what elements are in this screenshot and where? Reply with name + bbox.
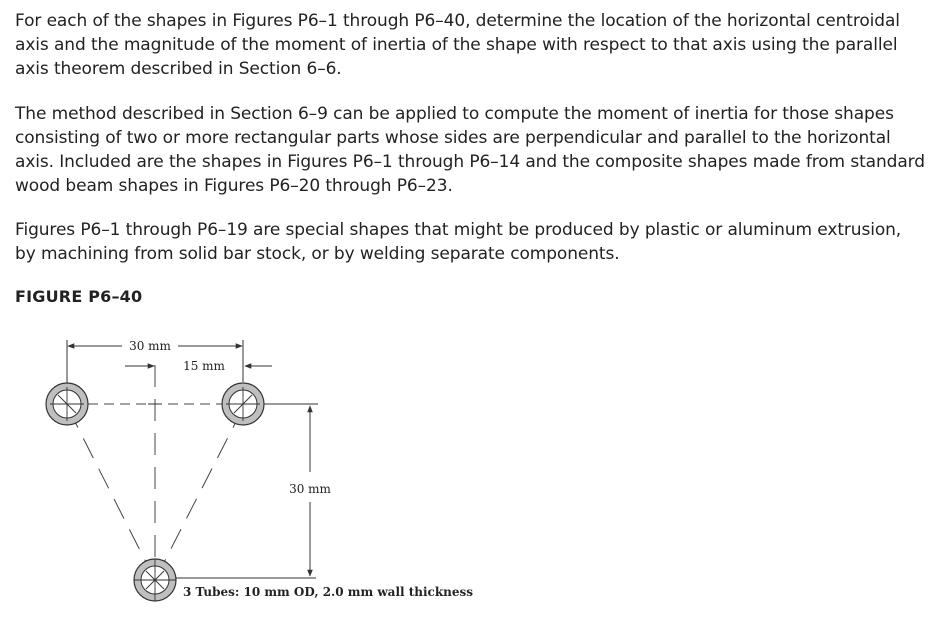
- tube-top-right: [222, 383, 264, 425]
- paragraph-1: For each of the shapes in Figures P6–1 through P6–40, determine the location of the horizontal centroidal axis and the magnitude of the moment of inertia of the shape with respect to that axis using the parallel axis theorem described in Section 6–6.: [15, 11, 900, 79]
- dim-30-mm-top: 30 mm: [129, 339, 171, 353]
- dim-15-mm: 15 mm: [183, 359, 225, 373]
- paragraph-3: Figures P6–1 through P6–19 are special shapes that might be produced by plastic or aluminum extrusion, by machining from solid bar stock, or by welding separate components.: [15, 220, 902, 264]
- tube-note: 3 Tubes: 10 mm OD, 2.0 mm wall thickness: [183, 585, 474, 599]
- paragraph-2: The method described in Section 6–9 can be applied to compute the moment of inertia for those shapes consisting of two or more rectangular parts whose sides are perpendicular and parallel to the horizontal axis. Included are the shapes in Figures P6–1 through P6–14 and the composite shapes made from standard wood beam shapes in Figures P6–20 through P6–23.: [15, 104, 925, 196]
- tube-bottom: [134, 559, 176, 601]
- triangle-construction-lines: [68, 365, 243, 580]
- tube-top-left: [46, 383, 88, 425]
- dim-30-mm-vertical: 30 mm: [289, 482, 331, 496]
- figure-title: FIGURE P6–40: [15, 287, 143, 306]
